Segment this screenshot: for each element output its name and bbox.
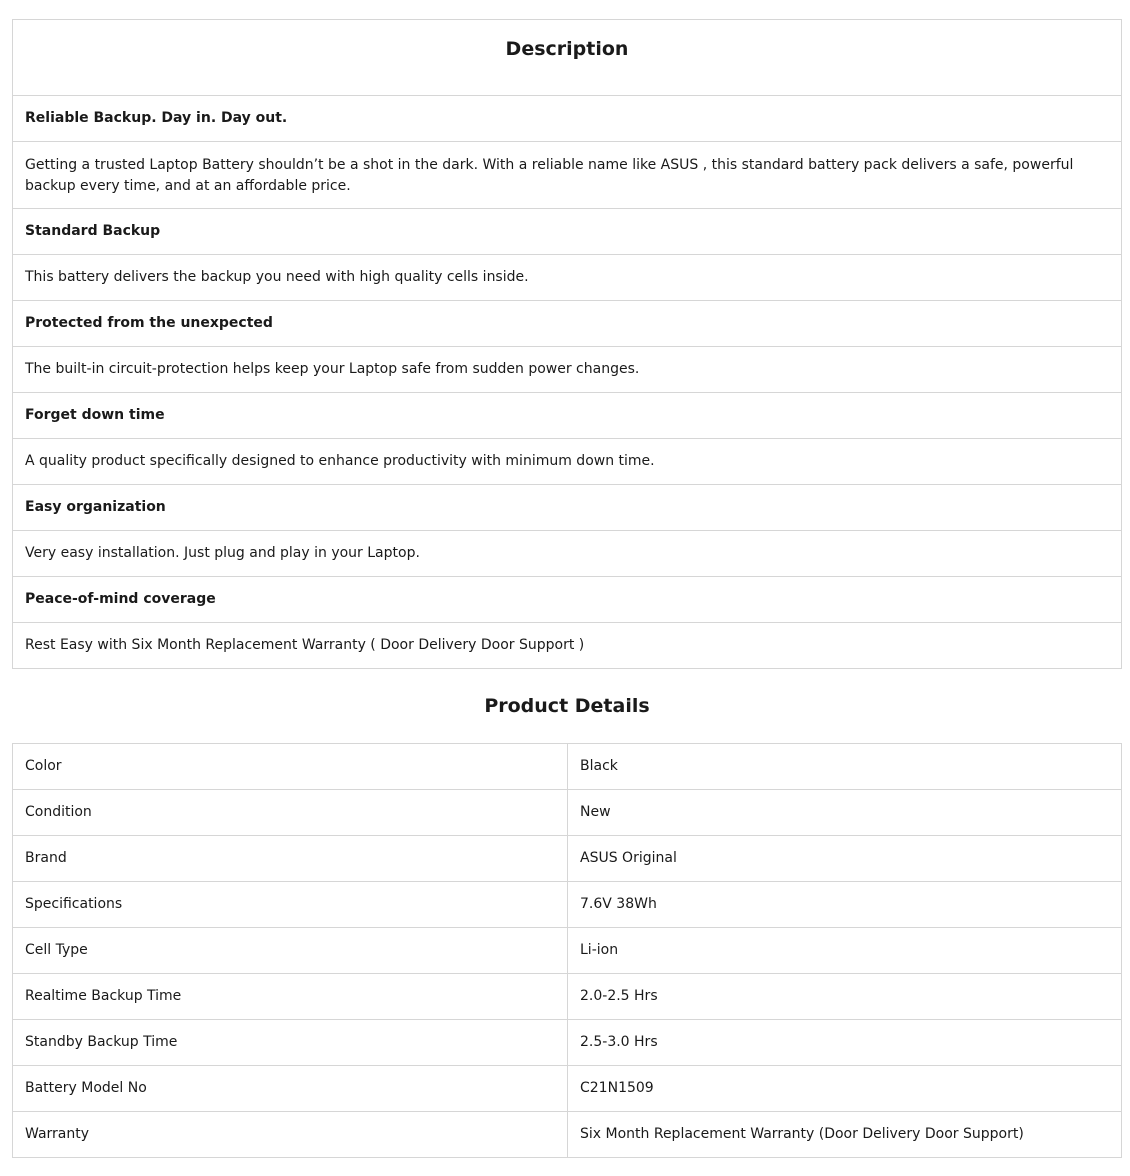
section-heading: Protected from the unexpected <box>13 301 1122 347</box>
section-body-row <box>13 347 1122 393</box>
detail-value: Li-ion <box>568 928 1122 974</box>
detail-value: C21N1509 <box>568 1066 1122 1112</box>
section-body-row <box>13 255 1122 301</box>
section-body-row <box>13 531 1122 577</box>
detail-label: Specifications <box>13 882 568 928</box>
section-body: Very easy installation. Just plug and play in your Laptop. <box>13 531 1122 577</box>
section-heading-row <box>13 485 1122 531</box>
detail-row <box>13 1020 1122 1066</box>
section-body: Rest Easy with Six Month Replacement Warranty ( Door Delivery Door Support ) <box>13 623 1122 669</box>
section-heading: Forget down time <box>13 393 1122 439</box>
description-title-row <box>13 20 1122 96</box>
detail-row <box>13 974 1122 1020</box>
section-body-row <box>13 623 1122 669</box>
section-body-row <box>13 439 1122 485</box>
section-body: Getting a trusted Laptop Battery shouldn’t be a shot in the dark. With a reliable name like ASUS , this standard battery pack delivers a safe, powerful backup every time, and at an affordable price. <box>13 142 1122 209</box>
description-title: Description <box>13 20 1122 96</box>
detail-row <box>13 790 1122 836</box>
detail-row <box>13 836 1122 882</box>
description-table <box>12 19 1122 669</box>
section-heading-row <box>13 96 1122 142</box>
section-heading: Reliable Backup. Day in. Day out. <box>13 96 1122 142</box>
detail-row <box>13 882 1122 928</box>
detail-value: Six Month Replacement Warranty (Door Delivery Door Support) <box>568 1112 1122 1158</box>
detail-value: 2.5-3.0 Hrs <box>568 1020 1122 1066</box>
section-heading: Easy organization <box>13 485 1122 531</box>
detail-value: New <box>568 790 1122 836</box>
detail-row <box>13 928 1122 974</box>
section-body: This battery delivers the backup you need with high quality cells inside. <box>13 255 1122 301</box>
detail-value: Black <box>568 744 1122 790</box>
section-heading-row <box>13 393 1122 439</box>
section-body-row <box>13 142 1122 209</box>
section-heading: Standard Backup <box>13 209 1122 255</box>
section-heading-row <box>13 577 1122 623</box>
section-body: A quality product specifically designed to enhance productivity with minimum down time. <box>13 439 1122 485</box>
section-heading-row <box>13 301 1122 347</box>
detail-label: Realtime Backup Time <box>13 974 568 1020</box>
detail-value: 2.0-2.5 Hrs <box>568 974 1122 1020</box>
detail-label: Color <box>13 744 568 790</box>
section-body: The built-in circuit-protection helps keep your Laptop safe from sudden power changes. <box>13 347 1122 393</box>
detail-label: Cell Type <box>13 928 568 974</box>
detail-value: ASUS Original <box>568 836 1122 882</box>
detail-label: Standby Backup Time <box>13 1020 568 1066</box>
detail-row <box>13 744 1122 790</box>
content <box>12 19 1122 1158</box>
product-details-table <box>12 743 1122 1158</box>
detail-value: 7.6V 38Wh <box>568 882 1122 928</box>
detail-label: Brand <box>13 836 568 882</box>
detail-row <box>13 1112 1122 1158</box>
detail-row <box>13 1066 1122 1112</box>
product-details-title: Product Details <box>484 695 650 717</box>
section-heading: Peace-of-mind coverage <box>13 577 1122 623</box>
section-heading-row <box>13 209 1122 255</box>
detail-label: Battery Model No <box>13 1066 568 1112</box>
detail-label: Condition <box>13 790 568 836</box>
detail-label: Warranty <box>13 1112 568 1158</box>
